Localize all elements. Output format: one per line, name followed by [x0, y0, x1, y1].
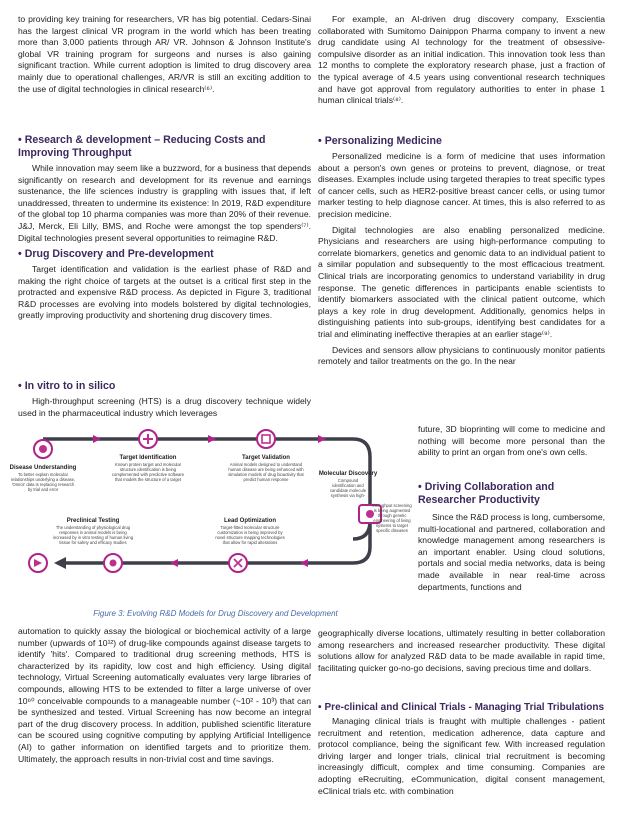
stage-desc-line: customization is being improved by [217, 530, 283, 535]
collaboration-paragraph-a: Since the R&D process is long, cumbersome, multi-locational and partnered, collaboration and knowledge management among researchers is an important enabler. Using cloud solutions, portals and social media networks, data is being made available in near real-time across departments, functions and [418, 512, 605, 592]
stage-target-identification [112, 455, 185, 482]
stage-desc-line: responses in animal models is being [59, 530, 127, 535]
stage-desc-line: The understanding of physiological drug [55, 525, 131, 530]
stage-desc-line: engineering of living [373, 518, 411, 523]
stage-desc-line: complemented with predictive software [111, 472, 185, 477]
stage-disease-understanding [10, 465, 77, 492]
stage-desc-line: human disease are being enhanced with [228, 467, 304, 472]
stage-desc-line: that allow for rapid alterations [222, 540, 278, 545]
left-bottom-paragraph: automation to quickly assay the biological or biochemical activity of a large number (upwards of 10¹²) of drug-like compounds against disease targets to identify 'hits'. Compared to traditional drug screening methods, HTS is characterized by its rapidity, low cost and high efficiency. Using digital technology, Virtual Screening automatically evaluates very large libraries of compounds, allowing HTS to be extended to filter a large universe of over 10⁶⁰ conceivable compounds to a manageable number (~10² - 10³) that can be synthesized and tested. Virtual Screening has now become an integral part of the drug discovery process. In addition, published scientific literature can be scoured using cognitive computing by applying Artificial Intelligence (AI) to gather information on identified targets and to prioritize them. Ultimately, the approach results in non-trivial cost and time savings. [18, 626, 311, 764]
stage-desc-line: that models the structure of a target [114, 477, 182, 482]
stage-desc-line: by trial and error [27, 487, 59, 492]
node-preclinical-testing [104, 554, 122, 572]
stage-title: Disease Understanding [9, 465, 77, 471]
collaboration-paragraph-b: geographically diverse locations, ultimately resulting in better collaboration among researchers and increased researcher productivity. These digital solutions allow for analyzed R&D data to be made available in rapid time, facilitating quicker go-no-go decisions, saving precious time and dollars. [318, 628, 605, 673]
stage-desc-line: novel structure mapping technologies [215, 535, 285, 540]
stage-desc-line: candidate molecule [329, 488, 367, 493]
stage-desc-line: through genetic [377, 513, 407, 518]
stage-title: Molecular Discovery [318, 471, 378, 477]
stage-desc-line: specific diseases [376, 528, 408, 533]
stage-title: Target Identification [119, 455, 177, 461]
node-lead-optimization [229, 554, 247, 572]
stage-desc-line: Animal models designed to understand [229, 462, 303, 467]
stage-preclinical-testing [53, 518, 134, 545]
rd-heading: • Research & development – Reducing Costs and Improving Throughput [18, 134, 266, 159]
stage-title: Preclinical Testing [66, 518, 120, 524]
stage-desc-line: systems to target [376, 523, 408, 528]
trials-heading: • Pre-clinical and Clinical Trials - Managing Trial Tribulations [318, 702, 605, 713]
right-intro-paragraph: For example, an AI-driven drug discovery company, Exscientia collaborated with Sumitomo Dainippon Pharma company to invent a new drug candidate using AI technology for the treatment of obsessive-compulsive disorder as an initial indication. This innovation took less than 12 months to complete the exploratory research phase, just a fraction of the typical average of 4.5 years using conventional research techniques and have got approval from regulatory authorities to enter in phase 1 human clinical trials⁽⁸⁾. [318, 14, 605, 106]
node-target-validation [257, 430, 275, 448]
stage-lead-optimization [215, 518, 284, 545]
in-vitro-heading: • In vitro to in silico [18, 380, 116, 392]
in-vitro-paragraph: High-throughput screening (HTS) is a drug discovery technique widely used in the pharmaceutical industry which leverages [18, 396, 311, 418]
node-disease-understanding [34, 440, 52, 458]
stage-desc-line: Known protein target and molecular [114, 462, 182, 467]
stage-title: Lead Optimization [223, 518, 277, 524]
stage-desc-line: increased by in vitro testing of human living [52, 535, 134, 540]
stage-desc-line: tissue for safety and efficacy studies [59, 540, 127, 545]
figure-arrow-bottom [54, 557, 66, 569]
node-preclinical-start [29, 554, 47, 572]
trials-paragraph: Managing clinical trials is fraught with multiple challenges - patient recruitment and retention, medication adherence, data capture and protocol compliance, being the significant few. With increased regulation driving larger and longer trials, clinical trial recruitment is becoming increasingly difficult, complex and time consuming. Companies are adopting eRecruiting, eCommunication, digital consent management, eClinical trials etc. with combination [318, 716, 605, 796]
stage-desc-line: 'Omics' data is replacing research [11, 482, 75, 487]
stage-desc-line: synthesis via high- [330, 493, 366, 498]
personalizing-medicine-heading: • Personalizing Medicine [318, 135, 442, 147]
stage-target-validation [228, 455, 304, 482]
stage-desc-line: simulation models of drug bioactivity that [228, 472, 304, 477]
drug-discovery-heading: • Drug Discovery and Pre-development [18, 248, 214, 260]
collaboration-heading: • Driving Collaboration and Researcher Productivity [418, 481, 555, 506]
stage-desc-line: predict human response [243, 477, 289, 482]
node-target-identification [139, 430, 157, 448]
drug-discovery-paragraph: Target identification and validation is the earliest phase of R&D and making the right choice of targets at the outset is a critical first step in the protracted and expensive R&D process. As depicted in Figure 3, traditional R&D processes are evolving into models bolstered by digital technologies, greatly improving productivity and shortening drug discovery times. [18, 264, 311, 321]
stage-desc-line: structure identification is being [119, 467, 177, 472]
stage-title: Target Validation [242, 455, 290, 461]
stage-desc-line: throughput screening [372, 503, 412, 508]
stage-desc-line: Compound [337, 478, 359, 483]
stage-desc-line: relationships underlying a disease, [10, 477, 76, 482]
rd-paragraph: While innovation may seem like a buzzword, for a business that depends significantly on research and development for its revenue and earnings sustenance, the life sciences industry is grappling with issues that, if left unaddressed, threaten to undermine its existence: In 2019, R&D expenditure of the global top 10 pharma companies was more than 20% of their revenue. J&J, Merck, Eli Lilly, BMS, and Roche were amongst the top spenders⁽⁷⁾. Digital technologies present several opportunities to reimagine R&D. [18, 163, 311, 243]
bioprinting-text: future, 3D bioprinting will come to medicine and nothing will become more personal than the ability to print an organ from one's own cells. [418, 424, 605, 458]
rd-models-figure [9, 427, 413, 607]
figure-caption: Figure 3: Evolving R&D Models for Drug Discovery and Development [93, 609, 338, 618]
figure-track-top [43, 439, 370, 539]
personalized-medicine-text: Personalized medicine is a form of medicine that uses information about a person's own genes or proteins to prevent, diagnose, or treat diseases. Examples include using targeted therapies to treat specific types of cancer cells, such as HER2-positive breast cancer cells, or using tumor marker testing to help diagnose cancer. At times, this is also referred to as precision medicine. Digital technologies are also enabling personalized medicine. Physicians and researchers are using high-performance computing to correlate biomarkers, genetics and genomic data to an individual patient to a similar population and subsequently to the most efficacious treatment. Clinical trials are incorporating genomics to understand variability in drug response. The genetic differences in participants enable scientists to identify biomarkers associated with the clinical patient outcome, which plays a key role in drug development. Additionally, genomics helps in distinguishing patients into sub-groups, identifying best candidates for a trial and eliminating ineffective therapies at an earlier stage⁽⁹⁾. Devices and sensors allow physicians to continuously monitor patients remotely and tailor treatments on the go. In the near [318, 151, 605, 367]
stage-desc-line: is being augmented [373, 508, 411, 513]
left-intro-paragraph: to providing key training for researchers, VR has big potential. Cedars-Sinai has the largest clinical VR program in the world which has been treating more than 3,000 patients through AR/ VR. Johnson & Johnson Institute's global VR training program for surgeons and nurses is also gaining significant traction. While current adoption is limited to drug discovery area mainly due to operational challenges, AR/VR is still an exciting addition to the use of digital technologies in clinical research⁽⁶⁾. [18, 14, 311, 94]
stage-desc-line: Target-fitted molecular structure [220, 525, 280, 530]
stage-desc-line: To better explain molecular [17, 472, 69, 477]
stage-desc-line: identification and [332, 483, 364, 488]
